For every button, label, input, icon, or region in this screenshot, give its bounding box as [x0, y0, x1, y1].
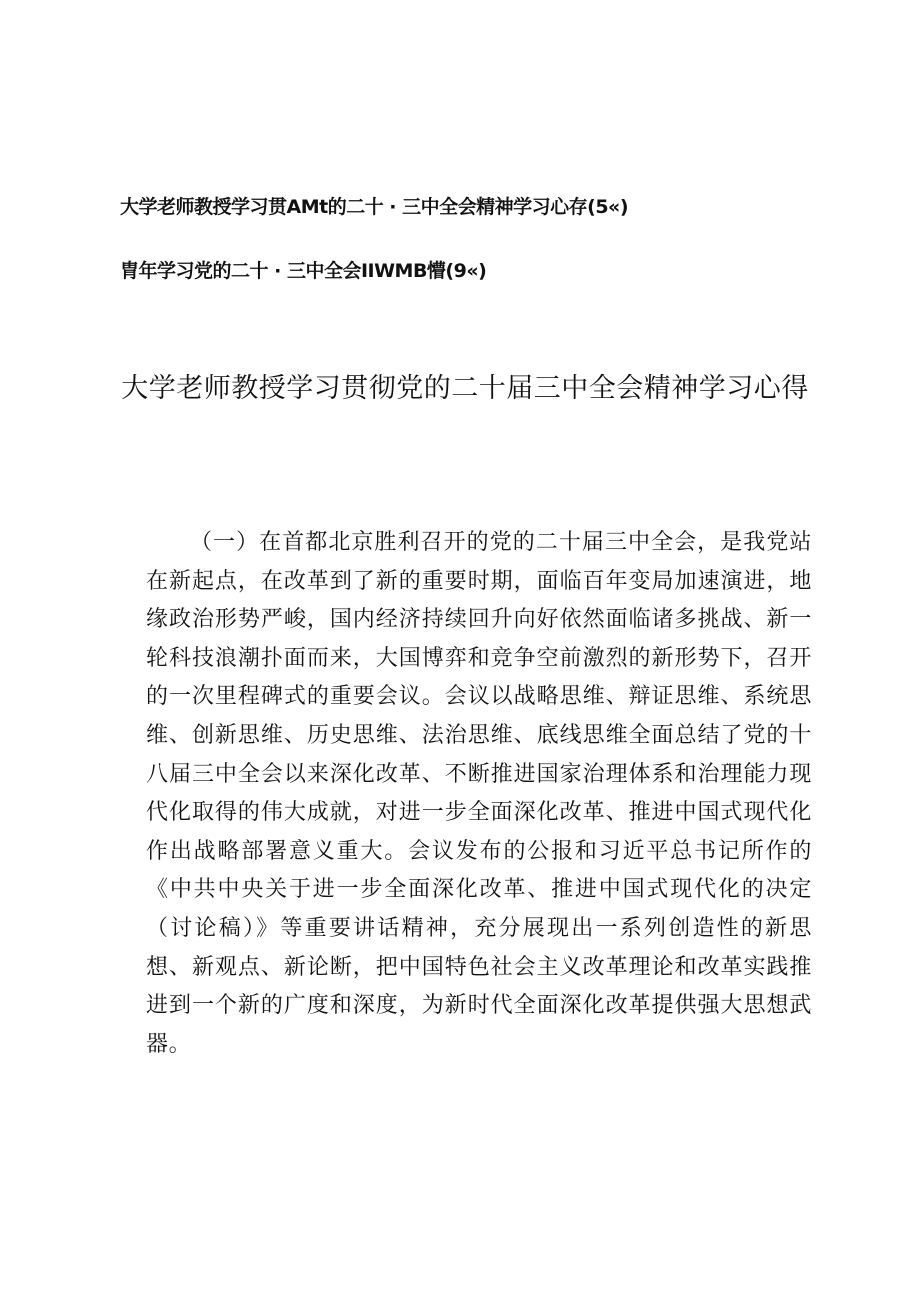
toc-entry-2: 胄年学习党的二十 · 三中全会IIWMB懵(9«): [120, 260, 487, 282]
toc-entry-1: 大学老师教授学习贯AMt的二十 · 三中全会精神学习心存(5«): [120, 196, 629, 218]
body-paragraph: （一）在首都北京胜利召开的党的二十届三中全会，是我党站在新起点，在改革到了新的重要时期，面临百年变局加速演进，地缘政治形势严峻，国内经济持续回升向好依然面临诸多挑战、新一轮科技浪潮扑面而来，大国博弈和竞争空前激烈的新形势下，召开的一次里程碑式的重要会议。会议以战略思维、辩证思维、系统思维、创新思维、历史思维、法治思维、底线思维全面总结了党的十八届三中全会以来深化改革、不断推进国家治理体系和治理能力现代化取得的伟大成就，对进一步全面深化改革、推进中国式现代化作出战略部署意义重大。会议发布的公报和习近平总书记所作的《中共中央关于进一步全面深化改革、推进中国式现代化的决定（讨论稿）》等重要讲话精神，充分展现出一系列创造性的新思想、新观点、新论断，把中国特色社会主义改革理论和改革实践推进到一个新的广度和深度，为新时代全面深化改革提供强大思想武器。: [146, 530, 812, 1057]
document-title: 大学老师教授学习贯彻党的二十届三中全会精神学习心得: [121, 373, 809, 404]
